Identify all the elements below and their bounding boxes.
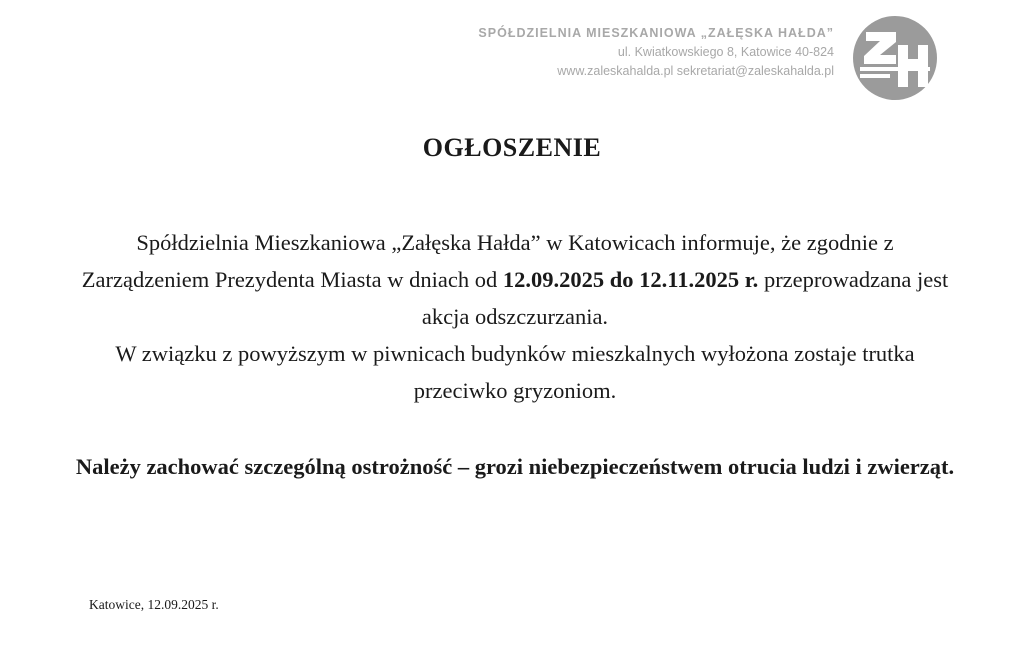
organization-address: ul. Kwiatkowskiego 8, Katowice 40-824 bbox=[617, 45, 834, 59]
safety-warning: Należy zachować szczególną ostrożność – grozi niebezpieczeństwem otrucia ludzi i zwierząt. bbox=[75, 454, 955, 479]
place-and-date: Katowice, 12.09.2025 r. bbox=[89, 597, 219, 612]
announcement-consequence: W związku z powyższym w piwnicach budynków mieszkalnych wyłożona zostaje trutka przeciwko gryzoniom. bbox=[115, 341, 915, 403]
organization-contact: www.zaleskahalda.pl sekretariat@zaleskahalda.pl bbox=[557, 64, 834, 78]
organization-logo bbox=[852, 15, 938, 101]
announcement-intro: Spółdzielnia Mieszkaniowa „Załęska Hałda” w Katowicach informuje, że zgodnie z Zarządzeniem Prezydenta Miasta w dniach od bbox=[81, 230, 894, 292]
page-title: OGŁOSZENIE bbox=[422, 133, 602, 162]
announcement-action: przeprowadzana jest akcja odszczurzania. bbox=[421, 267, 949, 329]
date-range: 12.09.2025 do 12.11.2025 r. bbox=[502, 267, 759, 292]
organization-name: SPÓŁDZIELNIA MIESZKANIOWA „ZAŁĘSKA HAŁDA” bbox=[478, 26, 834, 40]
announcement-body bbox=[70, 224, 960, 409]
letterhead bbox=[478, 24, 834, 81]
